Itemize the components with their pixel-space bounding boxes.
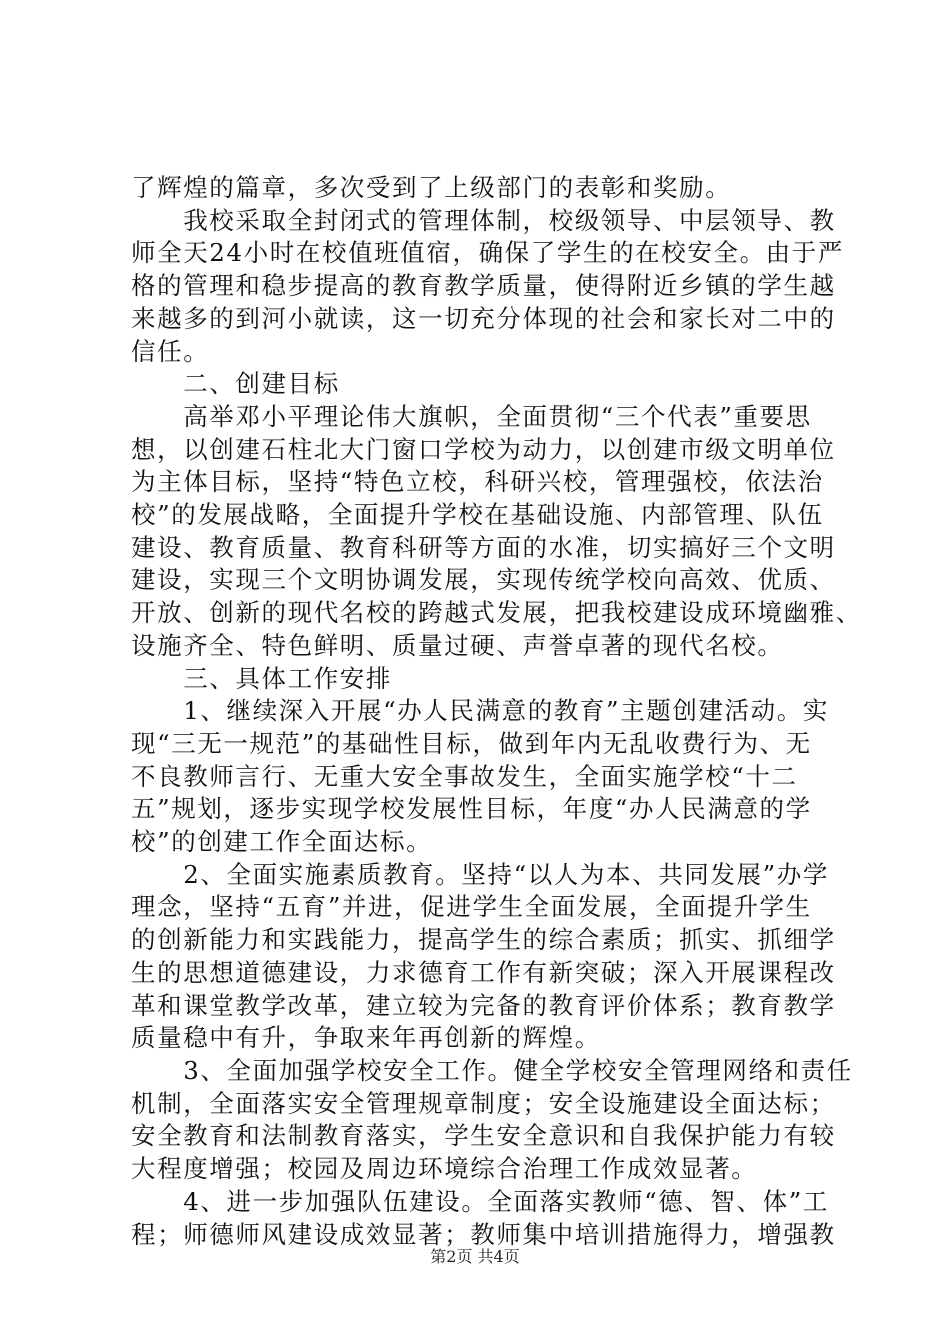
text-line: 想，以创建石柱北大门窗口学校为动力，以创建市级文明单位 [131,434,836,464]
text-line: 五”规划，逐步实现学校发展性目标，年度“办人民满意的学 [131,794,812,824]
text-line: 信任。 [131,336,210,366]
text-line: 机制，全面落实安全管理规章制度；安全设施建设全面达标； [131,1088,836,1118]
text-line: 三、具体工作安排 [131,663,392,693]
text-line: 2、全面实施素质教育。坚持“以人为本、共同发展”办学 [131,859,829,889]
text-line: 程；师德师风建设成效显著；教师集中培训措施得力，增强教 [131,1219,836,1249]
text-line: 了辉煌的篇章，多次受到了上级部门的表彰和奖励。 [131,173,732,202]
text-line: 格的管理和稳步提高的教育教学质量，使得附近乡镇的学生越 [131,271,836,301]
page-number-footer: 第2页 共4页 [430,1247,520,1266]
text-line: 高举邓小平理论伟大旗帜，全面贯彻“三个代表”重要思 [131,401,812,431]
text-line: 师全天24小时在校值班值宿，确保了学生的在校安全。由于严 [131,238,844,268]
text-line: 1、继续深入开展“办人民满意的教育”主题创建活动。实 [131,696,829,726]
text-line: 不良教师言行、无重大安全事故发生，全面实施学校“十二 [131,761,798,791]
text-line: 4、进一步加强队伍建设。全面落实教师“德、智、体”工 [131,1186,829,1216]
text-line: 3、全面加强学校安全工作。健全学校安全管理网络和责任 [131,1055,853,1085]
text-line: 理念，坚持“五育”并进，促进学生全面发展，全面提升学生 [131,892,812,922]
text-line: 校”的创建工作全面达标。 [131,827,433,857]
text-line: 生的思想道德建设，力求德育工作有新突破；深入开展课程改 [131,957,836,987]
text-line: 来越多的到河小就读，这一切充分体现的社会和家长对二中的 [131,303,836,333]
text-line: 二、创建目标 [131,369,340,399]
text-line: 的创新能力和实践能力，提高学生的综合素质；抓实、抓细学 [131,925,836,955]
text-line: 设施齐全、特色鲜明、质量过硬、声誉卓著的现代名校。 [131,630,784,660]
text-line: 建设，实现三个文明协调发展，实现传统学校向高效、优质、 [131,565,836,595]
text-line: 我校采取全封闭式的管理体制，校级领导、中层领导、教 [131,205,836,235]
text-line: 现“三无一规范”的基础性目标，做到年内无乱收费行为、无 [131,728,812,758]
text-line: 大程度增强；校园及周边环境综合治理工作成效显著。 [131,1154,758,1184]
text-line: 开放、创新的现代名校的跨越式发展，把我校建设成环境幽雅、 [131,598,862,628]
document-body [131,172,862,1251]
text-line: 为主体目标，坚持“特色立校，科研兴校，管理强校，依法治 [131,467,824,497]
text-line: 建设、教育质量、教育科研等方面的水准，切实搞好三个文明 [131,532,836,562]
text-line: 革和课堂教学改革，建立较为完备的教育评价体系；教育教学 [131,990,836,1020]
text-line: 安全教育和法制教育落实，学生安全意识和自我保护能力有较 [131,1121,836,1151]
text-line: 校”的发展战略，全面提升学校在基础设施、内部管理、队伍 [131,500,824,530]
text-line: 质量稳中有升，争取来年再创新的辉煌。 [131,1023,601,1053]
